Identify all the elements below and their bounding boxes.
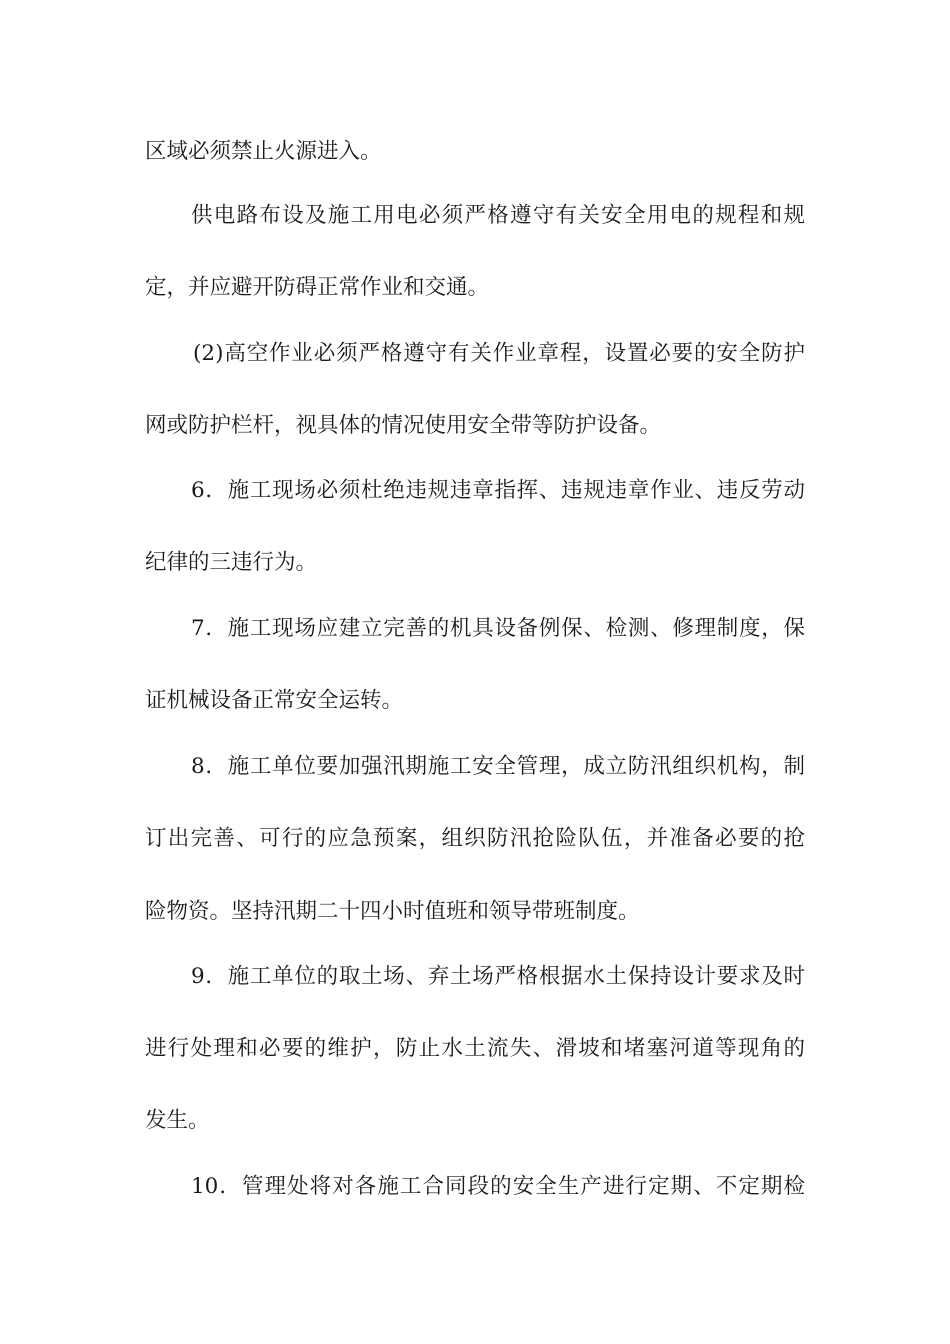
text-line: 7．施工现场应建立完善的机具设备例保、检测、修理制度，保 <box>191 616 805 641</box>
text-line: 发生。 <box>145 1108 210 1133</box>
text-line: 订出完善、可行的应急预案，组织防汛抢险队伍，并准备必要的抢 <box>145 826 805 851</box>
text-line: 定，并应避开防碍正常作业和交通。 <box>145 275 490 300</box>
text-line: 8．施工单位要加强汛期施工安全管理，成立防汛组织机构，制 <box>191 754 805 779</box>
text-line: 6．施工现场必须杜绝违规违章指挥、违规违章作业、违反劳动 <box>191 478 805 503</box>
text-line: 供电路布设及施工用电必须严格遵守有关安全用电的规程和规 <box>191 203 805 228</box>
text-line: 网或防护栏杆，视具体的情况使用安全带等防护设备。 <box>145 413 662 438</box>
text-line: 区域必须禁止火源进入。 <box>145 139 382 164</box>
text-line: 进行处理和必要的维护，防止水土流失、滑坡和堵塞河道等现角的 <box>145 1036 805 1061</box>
text-line: 证机械设备正常安全运转。 <box>145 688 404 713</box>
text-line: 9．施工单位的取土场、弃土场严格根据水土保持设计要求及时 <box>191 964 805 989</box>
text-line: 纪律的三违行为。 <box>145 550 318 575</box>
text-line: 10．管理处将对各施工合同段的安全生产进行定期、不定期检 <box>191 1174 805 1199</box>
text-line: (2)高空作业必须严格遵守有关作业章程，设置必要的安全防护 <box>193 341 805 366</box>
text-line: 险物资。坚持汛期二十四小时值班和领导带班制度。 <box>145 899 640 924</box>
